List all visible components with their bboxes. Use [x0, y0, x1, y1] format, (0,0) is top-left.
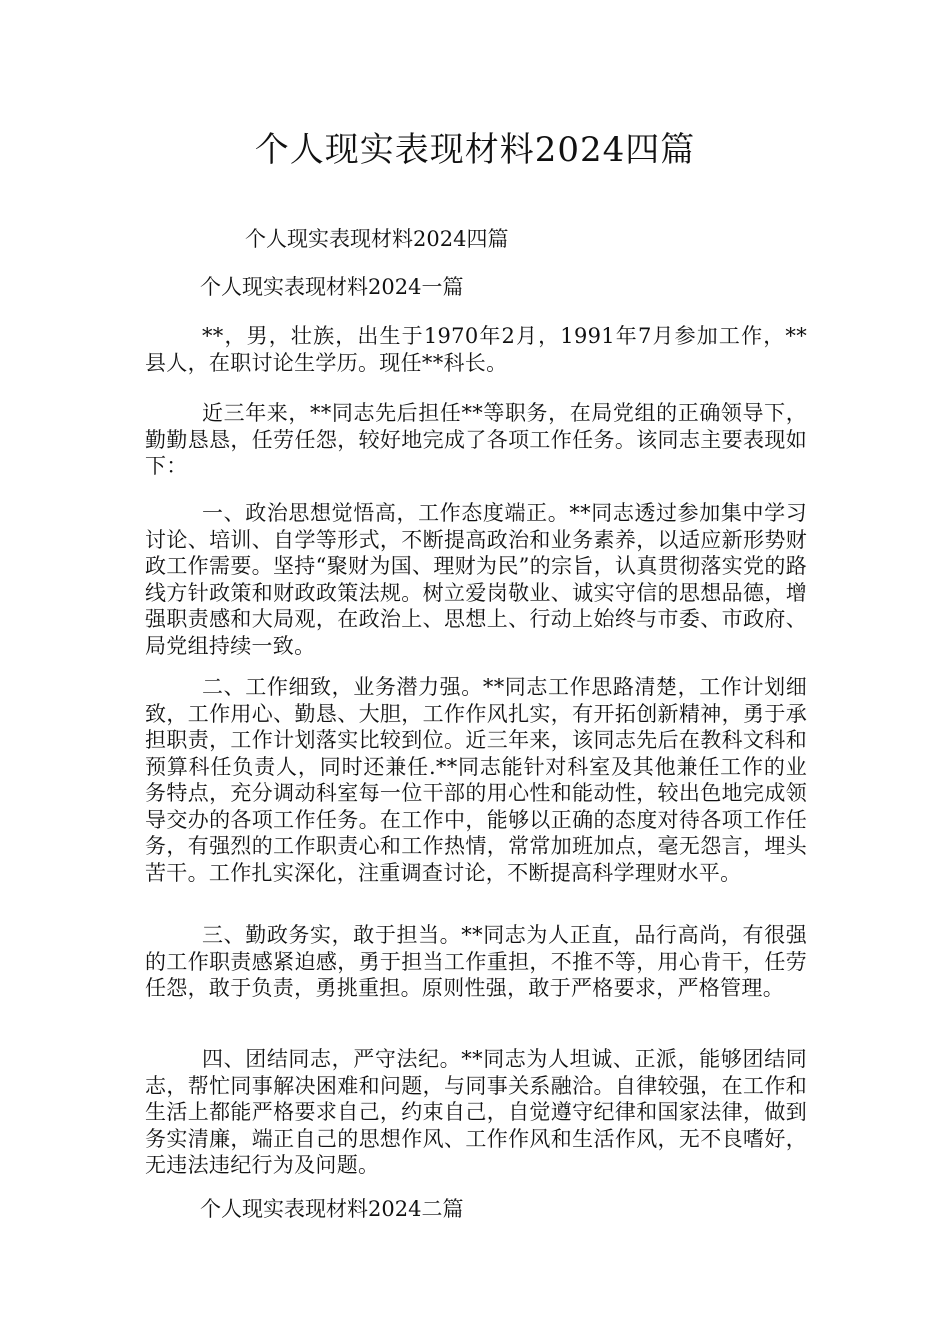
section-heading-2: 个人现实表现材料2024二篇 [200, 1197, 464, 1221]
document-subtitle: 个人现实表现材料2024四篇 [245, 227, 509, 251]
section-heading-1: 个人现实表现材料2024一篇 [200, 275, 464, 299]
paragraph-personal-info: **，男，壮族，出生于1970年2月，1991年7月参加工作，**县人，在职讨论生学历。现任**科长。 [145, 324, 807, 375]
paragraph-point-3: 三、勤政务实，敢于担当。**同志为人正直，品行高尚，有很强的工作职责感紧迫感，勇于担当工作重担，不推不等，用心肯干，任劳任怨，敢于负责，勇挑重担。原则性强，敢于严格要求，严格管理。 [145, 923, 807, 1000]
paragraph-point-2: 二、工作细致，业务潜力强。**同志工作思路清楚，工作计划细致，工作用心、勤恳、大胆，工作作风扎实，有开拓创新精神，勇于承担职责，工作计划落实比较到位。近三年来，该同志先后在教科文科和预算科任负责人，同时还兼任.**同志能针对科室及其他兼任工作的业务特点，充分调动科室每一位干部的用心性和能动性，较出色地完成领导交办的各项工作任务。在工作中，能够以正确的态度对待各项工作任务，有强烈的工作职责心和工作热情，常常加班加点，毫无怨言，埋头苦干。工作扎实深化，注重调查讨论，不断提高科学理财水平。 [145, 675, 807, 885]
paragraph-overview: 近三年来，**同志先后担任**等职务，在局党组的正确领导下，勤勤恳恳，任劳任怨，较好地完成了各项工作任务。该同志主要表现如下： [145, 401, 807, 478]
document-title: 个人现实表现材料2024四篇 [254, 130, 696, 170]
paragraph-point-1: 一、政治思想觉悟高，工作态度端正。**同志透过参加集中学习讨论、培训、自学等形式，不断提高政治和业务素养，以适应新形势财政工作需要。坚持“聚财为国、理财为民”的宗旨，认真贯彻落实党的路线方针政策和财政政策法规。树立爱岗敬业、诚实守信的思想品德，增强职责感和大局观，在政治上、思想上、行动上始终与市委、市政府、局党组持续一致。 [145, 501, 807, 658]
paragraph-point-4: 四、团结同志，严守法纪。**同志为人坦诚、正派，能够团结同志，帮忙同事解决困难和问题，与同事关系融洽。自律较强，在工作和生活上都能严格要求自己，约束自己，自觉遵守纪律和国家法律，做到务实清廉，端正自己的思想作风、工作作风和生活作风，无不良嗜好，无违法违纪行为及问题。 [145, 1047, 807, 1177]
